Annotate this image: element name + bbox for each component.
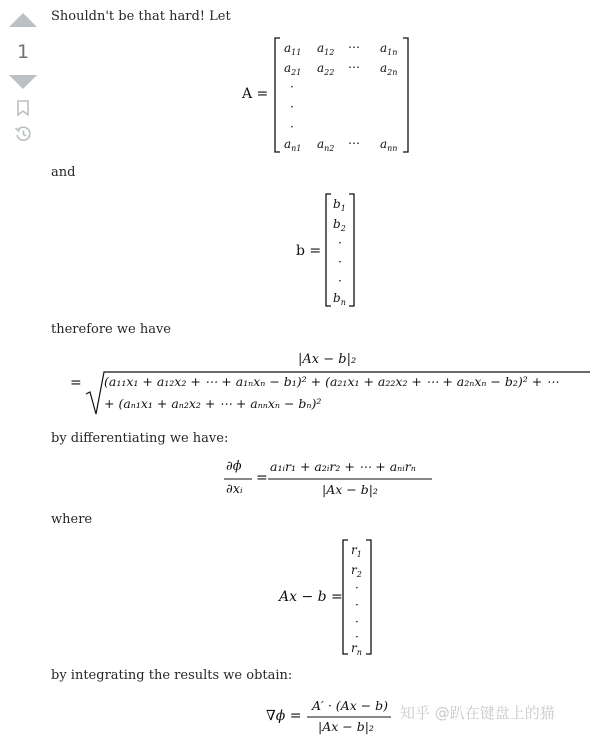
watermark: 知乎 @趴在键盘上的猫 [400,704,555,722]
matrix-a-vdot: · [290,80,294,94]
derivative-rhs-den: |Ax − b|₂ [322,482,378,497]
intro-text: Shouldn't be that hard! Let [51,9,231,24]
residual-lhs: Ax − b = [279,589,343,605]
vector-b-entry: $b_1$ [333,197,346,213]
norm-line-1: (a₁₁x₁ + a₁₂x₂ + ⋯ + a₁ₙxₙ − b₁)² + (a₂₁x₁ + a₂₂x₂ + ⋯ + a₂ₙxₙ − b₂)² + ⋯ [104,374,559,389]
residual-entry: $r_2$ [351,563,362,579]
vote-count: 1 [16,41,30,63]
integrating-text: by integrating the results we obtain: [51,668,293,683]
matrix-a-entry: ⋯ [348,40,360,54]
vector-b [322,192,362,310]
residual-vdot: · [355,630,359,644]
matrix-a-entry: $a_{n1}$ [284,137,302,153]
gradient-lhs: ∇ϕ = [266,708,302,724]
residual-vdot: · [355,581,359,595]
residual-vdot: · [355,598,359,612]
and-text: and [51,165,76,180]
matrix-a-entry: $a_{1n}$ [380,41,398,57]
norm-equals: = [70,375,82,391]
residual-entry: $r_1$ [351,543,362,559]
matrix-a-lhs: A = [242,86,269,102]
residual-vector [339,538,379,658]
therefore-text: therefore we have [51,322,171,337]
vector-b-lhs: b = [296,243,322,259]
bookmark-icon[interactable] [16,100,30,116]
matrix-a [270,36,415,156]
derivative-lhs-den: ∂xᵢ [226,482,243,497]
differentiating-text: by differentiating we have: [51,431,229,446]
norm-line-2: + (aₙ₁x₁ + aₙ₂x₂ + ⋯ + aₙₙxₙ − bₙ)² [104,396,322,411]
derivative-lhs-num: ∂ϕ [226,459,242,474]
derivative-rhs-num: a₁ᵢr₁ + a₂ᵢr₂ + ⋯ + aₙᵢrₙ [270,459,416,474]
arrow-up-icon[interactable] [9,13,37,27]
matrix-a-entry: ⋯ [348,60,360,74]
history-icon[interactable] [14,125,32,143]
gradient-num: A′ · (Ax − b) [312,698,389,713]
matrix-a-entry: $a_{nn}$ [380,137,398,153]
vector-b-vdot: · [338,236,342,250]
residual-vdot: · [355,615,359,629]
vector-b-vdot: · [338,274,342,288]
matrix-a-entry: $a_{22}$ [317,61,335,77]
matrix-a-entry: $a_{11}$ [284,41,302,57]
vector-b-vdot: · [338,255,342,269]
arrow-down-icon[interactable] [9,75,37,89]
norm-top: |Ax − b|₂ [298,352,357,367]
gradient-den: |Ax − b|₂ [318,719,374,734]
matrix-a-vdot: · [290,120,294,134]
matrix-a-entry: $a_{n2}$ [317,137,335,153]
matrix-a-entry: $a_{2n}$ [380,61,398,77]
vector-b-entry: $b_n$ [333,291,346,307]
matrix-a-entry: $a_{12}$ [317,41,335,57]
vector-b-entry: $b_2$ [333,217,346,233]
matrix-a-entry: ⋯ [348,136,360,150]
matrix-a-entry: $a_{21}$ [284,61,302,77]
where-text: where [51,512,93,527]
matrix-a-vdot: · [290,100,294,114]
derivative-equals: = [256,470,268,486]
residual-entry: $r_n$ [351,641,362,657]
